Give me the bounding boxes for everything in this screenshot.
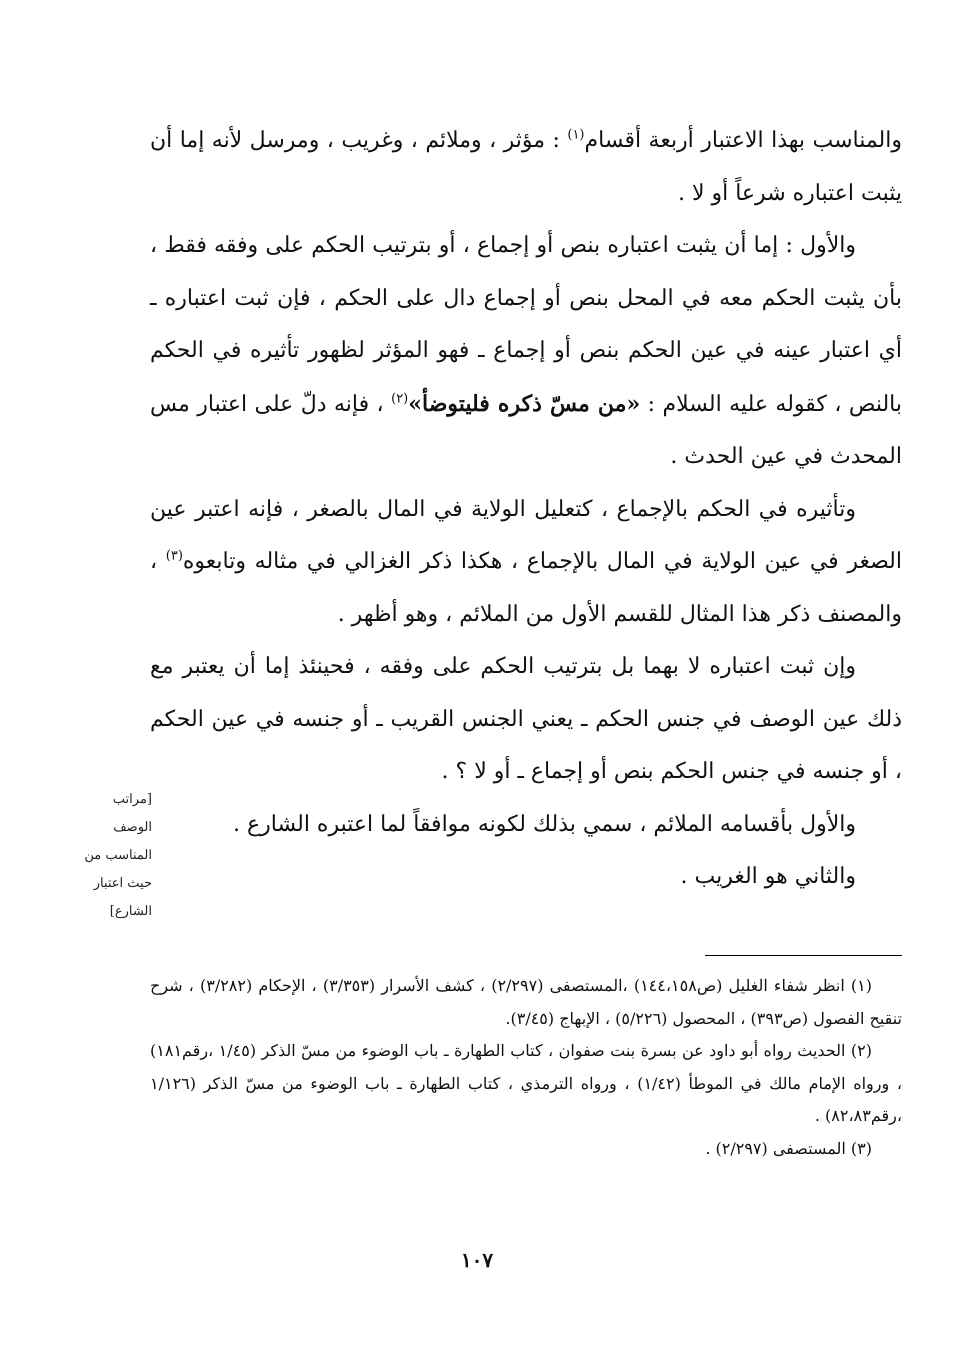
hadith-quote: «من مسّ ذكره فليتوضأ» bbox=[408, 390, 641, 417]
main-text bbox=[150, 115, 902, 904]
footnotes bbox=[150, 970, 902, 1165]
footnote-separator bbox=[705, 955, 902, 956]
footnote-ref-1: (١) bbox=[567, 127, 585, 143]
footnote-3: (٣) المستصفى (٢/٢٩٧) . bbox=[705, 1138, 872, 1158]
margin-note: [مراتب الوصف المناسب من حيث اعتبار الشارع] bbox=[84, 792, 152, 919]
page-number: ١٠٧ bbox=[460, 1248, 494, 1272]
paragraph-2: والأول : إما أن يثبت اعتباره بنص أو إجماع ، أو بترتيب الحكم على وفقه فقط ، بأن يثبت الحكم معه في المحل بنص أو إجماع دال على الحكم ، فإن ثبت اعتباره ـ أي اعتبار عينه في عين الحكم بنص أو إجماع ـ فهو المؤثر لظهور تأثيره في الحكم بالنص ، كقوله عليه السلام : «من مسّ ذكره فليتوضأ»$^{(٢)}$ ، فإنه دلّ على اعتبار مس المحدث في عين الحدث . bbox=[150, 233, 902, 469]
footnote-ref-2: (٢) bbox=[391, 391, 409, 407]
paragraph-1: والمناسب بهذا الاعتبار أربعة أقسام$^{(١)}$ : مؤثر ، وملائم ، وغريب ، ومرسل لأنه إما أن يثبت اعتباره شرعاً أو لا . bbox=[150, 127, 902, 206]
paragraph-4: وإن ثبت اعتباره لا بهما بل بترتيب الحكم على وفقه ، فحينئذ إما أن يعتبر مع ذلك عين الوصف في جنس الحكم ـ يعني الجنس القريب ـ أو جنسه في عين الحكم ، أو جنسه في جنس الحكم بنص أو إجماع ـ أو لا ؟ . bbox=[150, 654, 902, 784]
paragraph-6: والثاني هو الغريب . bbox=[680, 864, 856, 889]
footnote-2: (٢) الحديث رواه أبو داود عن بسرة بنت صفوان ، كتاب الطهارة ـ باب الوضوء من مسّ الذكر (١/٤٥ ،رقم١٨١) ، ورواه الإمام مالك في الموطأ (١/٤٢) ، ورواه الترمذي ، كتاب الطهارة ـ باب الوضوء من مسّ الذكر (١/١٢٦ ،رقم٨٢،٨٣) . bbox=[150, 1041, 902, 1125]
paragraph-5: والأول بأقسامه الملائم ، سمي بذلك لكونه موافقاً لما اعتبره الشارع . bbox=[233, 811, 856, 837]
footnote-1: (١) انظر شفاء الغليل (ص١٤٤،١٥٨) ،المستصفى (٢/٢٩٧) ، كشف الأسرار (٣/٣٥٣) ، الإحكام (٣/٢٨٢) ، شرح تنقيح الفصول (ص٣٩٣) ، المحصول (٥/٢٢٦) ، الإبهاج (٣/٤٥). bbox=[150, 976, 902, 1028]
paragraph-3: وتأثيره في الحكم بالإجماع ، كتعليل الولاية في المال بالصغر ، فإنه اعتبر عين الصغر في عين الولاية في المال بالإجماع ، هكذا ذكر الغزالي في مثاله وتابعوه$^{(٣)}$ ، والمصنف ذكر هذا المثال للقسم الأول من الملائم ، وهو أظهر . bbox=[150, 496, 902, 627]
footnote-ref-3: (٣) bbox=[165, 548, 183, 564]
